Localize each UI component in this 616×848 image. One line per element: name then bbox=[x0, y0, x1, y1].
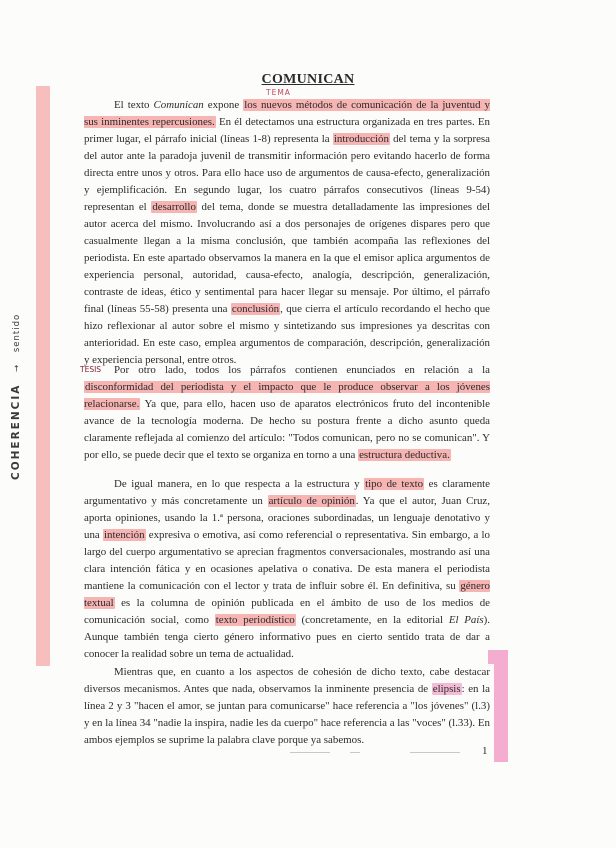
highlighted-text: estructura deductiva. bbox=[359, 449, 450, 461]
text-run: es la columna de opinión publicada en el ámbito de uso de los medios de comunicación social, como bbox=[84, 597, 490, 626]
highlighted-text: elipsis bbox=[432, 683, 461, 695]
footer-line bbox=[350, 752, 360, 753]
margin-note-main: COHERENCIA bbox=[10, 383, 22, 480]
highlighted-text: género textual bbox=[84, 580, 490, 609]
highlighted-text: los nuevos métodos de comunicación de la juventud y sus inminentes repercusiones. bbox=[84, 99, 490, 128]
text-run: . Ya que el autor, Juan Cruz, aporta opiniones, usando la 1.ª persona, oraciones subordinadas, un lenguaje denotativo y una bbox=[84, 495, 490, 541]
paragraph-3 bbox=[84, 476, 490, 663]
paragraph-1 bbox=[84, 97, 490, 369]
highlighted-text: conclusión bbox=[231, 303, 280, 315]
tesis-annotation: TESIS bbox=[80, 365, 102, 374]
text-run: El texto bbox=[114, 99, 154, 111]
tema-annotation: TEMA bbox=[266, 88, 291, 97]
paragraph-thesis bbox=[84, 362, 490, 464]
paragraph-structure bbox=[84, 97, 490, 369]
italic-text: Comunican bbox=[153, 99, 204, 111]
text-run: De igual manera, en lo que respecta a la estructura y bbox=[114, 478, 365, 490]
highlighted-text: texto periodístico bbox=[215, 614, 295, 626]
text-run: del tema y la sorpresa del autor ante la paradoja juvenil de transmitir información pero evitando hacerlo de forma directa entre unos y otros. Para ello hace uso de argumentos de causa-efecto, generalización y ejemplificación. En segundo lugar, los cuatro párrafos consecutivos (líneas 9-54) representan el bbox=[84, 133, 490, 213]
highlighted-text: intención bbox=[103, 529, 145, 541]
paragraph-2 bbox=[84, 362, 490, 464]
text-run: , que cierra el artículo recordando el hecho que hizo reflexionar al autor sobre el mismo y sintetizando sus impresiones ya descritas con anterioridad. En este caso, emplea argumentos de comparación, descripción, generalización y experiencia personal, entre otros. bbox=[84, 303, 490, 366]
text-run: (concretamente, en la editorial bbox=[295, 614, 449, 626]
text-run: expresiva o emotiva, así como referencial o representativa. Sin embargo, a lo largo del cuerpo argumentativo se aprecian fragmentos conversacionales, mostrando así una clara intención fática y en ocasiones apelativa o conativa. De esta manera el periodista mantiene la comunicación con el lector y trata de influir sobre él. En definitiva, su bbox=[84, 529, 490, 592]
paragraph-text-type bbox=[84, 476, 490, 663]
text-run: del tema, donde se muestra detalladamente las impresiones del autor acerca del mismo. Involucrando así a dos personajes de orígenes dispares pero que casualmente llegan a la misma conclusión, que también acompaña las reflexiones del periodista. En este apartado observamos la manera en la que el emisor aplica argumentos de experiencia personal, autoridad, causa-efecto, analogía, descripción, generalización, contraste de ideas, ético y sentimental para hacer llegar su mensaje. Por último, el párrafo final (líneas 55-58) presenta una bbox=[84, 201, 490, 315]
margin-handwritten-note bbox=[10, 314, 22, 480]
text-run: es claramente argumentativo y más concretamente un bbox=[84, 478, 491, 507]
paragraph-4 bbox=[84, 664, 490, 749]
text-run: expone bbox=[203, 99, 244, 111]
margin-highlight-bar bbox=[36, 86, 50, 666]
footer-line bbox=[410, 752, 460, 753]
highlighted-text: introducción bbox=[333, 133, 389, 145]
text-run: : en la línea 2 y 3 "hacen el amor, se juntan para comunicarse" hace referencia a "los jóvenes" (l.3) y en la línea 34 "nadie la inspira, nadie les da cuerpo" hace referencia a las "voces" (l.33). En ambos ejemplos se suprime la palabra clave porque ya sabemos. bbox=[84, 683, 490, 746]
text-run: Ya que, para ello, hacen uso de aparatos electrónicos fruto del inconteniblе avance de la tecnología moderna. De hecho su postura frente a dicho asunto queda claramente reflejada al comienzo del artículo: "Todos comunican, pero no se comunican". Y por ello, se puede decir que el texto se organiza en torno a una bbox=[84, 398, 490, 461]
italic-text: El País bbox=[448, 614, 484, 626]
highlighted-text: disconformidad del periodista y el impacto que le produce observar a los jóvenes relacionarse. bbox=[84, 381, 490, 410]
text-run: En él detectamos una estructura organizada en tres partes. En primer lugar, el párrafo inicial (líneas 1-8) representa la bbox=[84, 116, 490, 145]
highlighted-text: desarrollo bbox=[152, 201, 196, 213]
page-number: 1 bbox=[482, 745, 488, 757]
paragraph-cohesion bbox=[84, 664, 490, 749]
highlighted-text: artículo de opinión bbox=[268, 495, 355, 507]
margin-note-arrow: → bbox=[12, 363, 22, 372]
text-run: ). Aunque también tenga cierto género informativo pues en cierto sentido trata de dar a conocer la realidad sobre un tema de actualidad. bbox=[84, 614, 490, 660]
footer-line bbox=[290, 752, 330, 753]
text-run: Por otro lado, todos los párrafos contienen enunciados en relación a la bbox=[114, 364, 490, 376]
highlighted-text: tipo de texto bbox=[365, 478, 424, 490]
text-run: Mientras que, en cuanto a los aspectos de cohesión de dicho texto, cabe destacar diversos mecanismos. Antes que nada, observamos la inminente presencia de bbox=[84, 666, 490, 695]
right-margin-bracket bbox=[488, 650, 508, 762]
margin-note-sub: sentido bbox=[12, 313, 22, 353]
document-title: COMUNICAN bbox=[261, 72, 355, 87]
